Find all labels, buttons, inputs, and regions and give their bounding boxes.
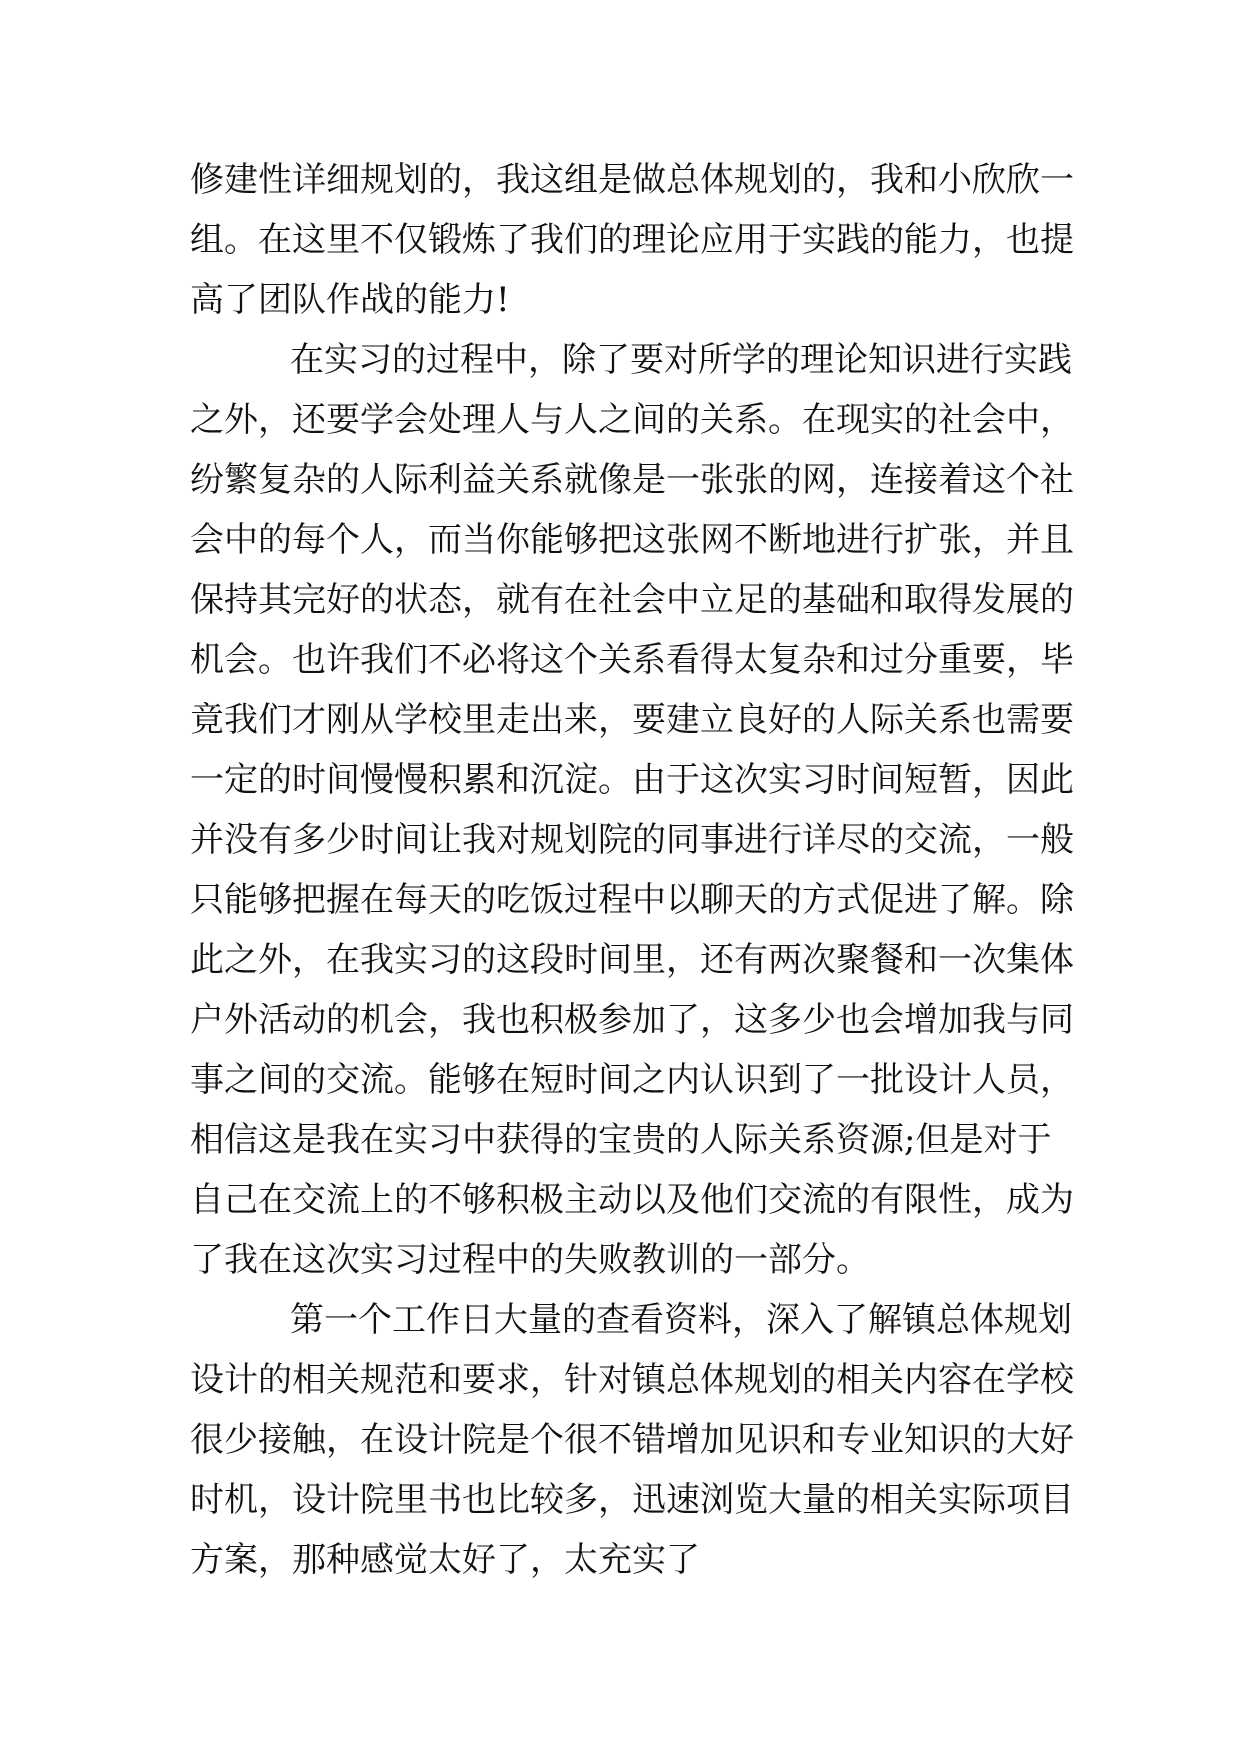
text-line: 机会。也许我们不必将这个关系看得太复杂和过分重要，毕: [190, 640, 1074, 680]
text-line: 一定的时间慢慢积累和沉淀。由于这次实习时间短暂，因此: [190, 760, 1074, 800]
text-line: 保持其完好的状态，就有在社会中立足的基础和取得发展的: [190, 580, 1074, 620]
body-text: [190, 150, 1074, 1590]
text-line: 相信这是我在实习中获得的宝贵的人际关系资源;但是对于: [190, 1120, 1052, 1160]
text-line: 竟我们才刚从学校里走出来，要建立良好的人际关系也需要: [190, 700, 1074, 740]
text-line: 了我在这次实习过程中的失败教训的一部分。: [190, 1240, 870, 1280]
text-line: 第一个工作日大量的查看资料，深入了解镇总体规划: [290, 1300, 1072, 1340]
text-line: 高了团队作战的能力!: [190, 280, 510, 320]
text-line: 时机，设计院里书也比较多，迅速浏览大量的相关实际项目: [190, 1480, 1074, 1520]
text-line: 方案，那种感觉太好了，太充实了: [190, 1540, 700, 1580]
text-line: 户外活动的机会，我也积极参加了，这多少也会增加我与同: [190, 1000, 1074, 1040]
text-line: 自己在交流上的不够积极主动以及他们交流的有限性，成为: [190, 1180, 1074, 1220]
text-line: 会中的每个人，而当你能够把这张网不断地进行扩张，并且: [190, 520, 1074, 560]
text-line: 事之间的交流。能够在短时间之内认识到了一批设计人员，: [190, 1060, 1074, 1100]
text-line: 并没有多少时间让我对规划院的同事进行详尽的交流，一般: [190, 820, 1074, 860]
text-line: 很少接触，在设计院是个很不错增加见识和专业知识的大好: [190, 1420, 1074, 1460]
text-line: 组。在这里不仅锻炼了我们的理论应用于实践的能力，也提: [190, 220, 1074, 260]
text-line: 纷繁复杂的人际利益关系就像是一张张的网，连接着这个社: [190, 460, 1074, 500]
text-line: 在实习的过程中，除了要对所学的理论知识进行实践: [290, 340, 1072, 380]
text-line: 只能够把握在每天的吃饭过程中以聊天的方式促进了解。除: [190, 880, 1074, 920]
text-line: 设计的相关规范和要求，针对镇总体规划的相关内容在学校: [190, 1360, 1074, 1400]
text-line: 此之外，在我实习的这段时间里，还有两次聚餐和一次集体: [190, 940, 1074, 980]
text-line: 修建性详细规划的，我这组是做总体规划的，我和小欣欣一: [190, 160, 1074, 200]
text-line: 之外，还要学会处理人与人之间的关系。在现实的社会中，: [190, 400, 1074, 440]
